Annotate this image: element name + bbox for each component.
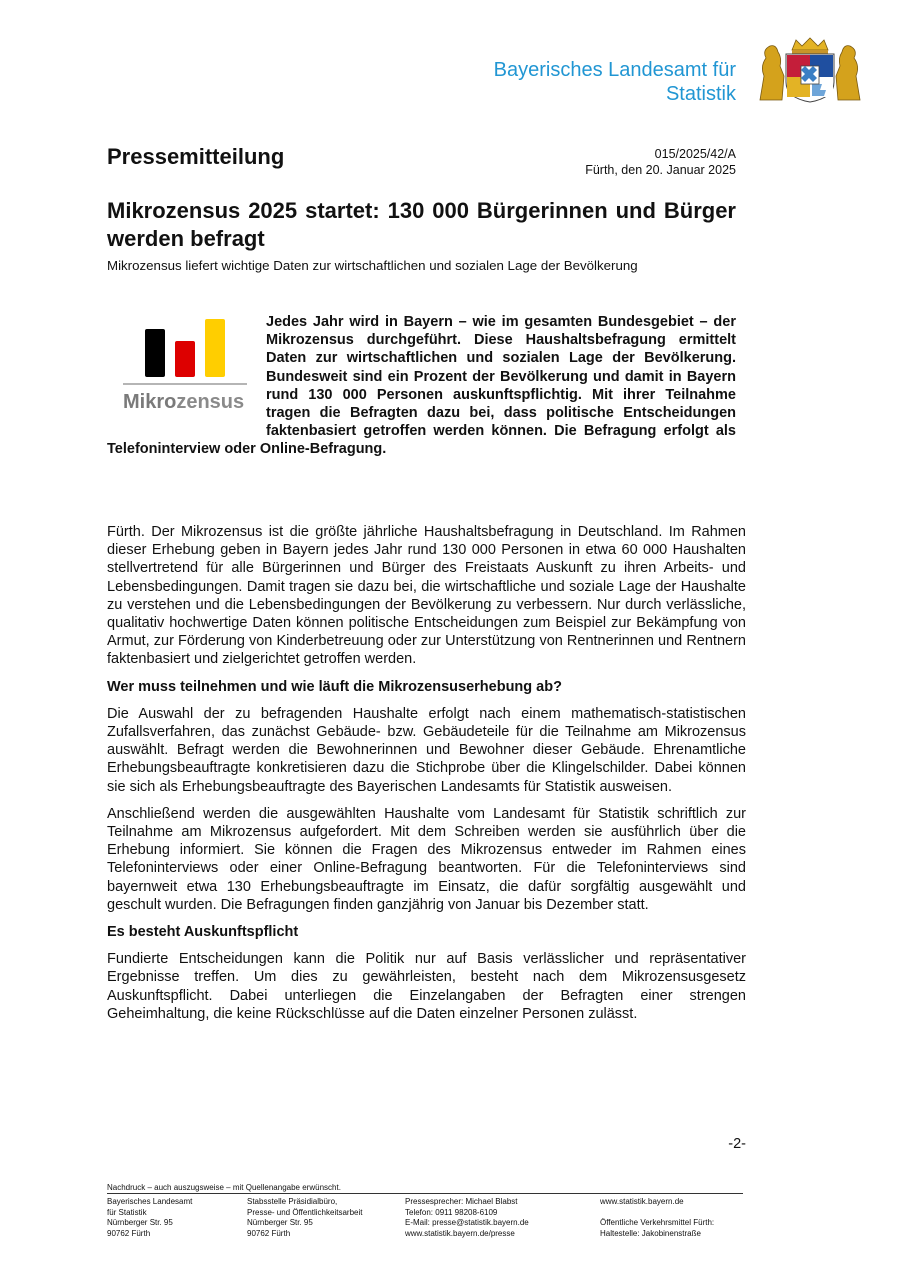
logo-divider — [123, 383, 247, 385]
footer-line: Stabsstelle Präsidialbüro, — [247, 1197, 338, 1206]
section-heading-1: Wer muss teilnehmen und wie läuft die Mikrozensuserhebung ab? — [107, 678, 562, 695]
body-paragraph-4: Fundierte Entscheidungen kann die Politik nur auf Basis verlässlicher und repräsentativer Ergebnisse treffen. Um dies zu gewährleisten, besteht nach dem Mikrozensusgesetz Auskunftspflicht. Dabei unterliegen die Einzelangaben der Befragten einer strengen Geheimhaltung, die keine Rückschlüsse auf die Daten einzelner Personen zulässt. — [107, 951, 746, 1022]
footer-col-press-office — [247, 1197, 362, 1239]
press-release-meta — [520, 146, 736, 178]
body-paragraph-3: Anschließend werden die ausgewählten Haushalte vom Landesamt für Statistik schriftlich zur Teilnahme am Mikrozensus aufgefordert. Mit dem Schreiben werden sie ausführlich über die Erhebung informiert. Sie können die Fragen des Mikrozensus entweder im Rahmen eines Telefoninterviews oder einer Online-Befragung beantworten. Für die Telefoninterviews sind bayernweit etwa 130 Erhebungsbeauftragte im Einsatz, die dafür sorgfältig ausgewählt und geschult wurden. Die Befragungen finden ganzjährig von Januar bis Dezember statt. — [107, 805, 746, 913]
document-type-label: Pressemitteilung — [107, 144, 285, 169]
footer-line: Pressesprecher: Michael Blabst — [405, 1197, 518, 1206]
footer-line: Presse- und Öffentlichkeitsarbeit — [247, 1207, 363, 1217]
body-paragraph-2: Die Auswahl der zu befragenden Haushalte erfolgt nach einem mathematisch-statistischen Zufallsverfahren, das zunächst Gebäude- bzw. Gebäudeteile für die Teilnahme am Mikrozensus auswählt. Befragt werden die Bewohnerinnen und Bewohner dieser Gebäude. Ehrenamtliche Erhebungsbeauftragte konkretisieren dazu die Stichprobe über die Klingelschilder. Dabei können sie sich als Erhebungsbeauftragte des Bayerischen Landesamts für Statistik ausweisen. — [107, 705, 746, 795]
body-paragraph-1: Fürth. Der Mikrozensus ist die größte jährliche Haushaltsbefragung in Deutschland. Im Rahmen dieser Erhebung geben in Bayern jedes Jahr rund 130 000 Personen in etwa 60 000 Haushalten stellvertretend für alle Bürgerinnen und Bürger des Freistaats Auskunft zu ihren Arbeits- und Lebensbedingungen. Damit tragen sie dazu bei, die wirtschaftliche und soziale Lage der Haushalte zu verstehen und die Lebensbedingungen der Bevölkerung zu verbessern. Nur durch verlässliche, qualitativ hochwertige Daten können politische Entscheidungen zum Beispiel zur Bekämpfung von Armut, zur Förderung von Kinderbetreuung oder zur Unterstützung von Rentnerinnen und Rentnern faktenbasiert und zielgerichtet getroffen werden. — [107, 524, 746, 668]
agency-name-line1: Bayerisches Landesamt für — [493, 59, 736, 81]
logo-bar-red — [175, 341, 195, 377]
mikrozensus-logo — [107, 313, 259, 423]
footer-line: Telefon: 0911 98208-6109 — [405, 1207, 498, 1217]
footer-line: Haltestelle: Jakobinenstraße — [600, 1228, 701, 1238]
footer-press-link[interactable]: www.statistik.bayern.de/presse — [405, 1228, 515, 1238]
lead-text: Jedes Jahr wird in Bayern – wie im gesamten Bundesgebiet – der Mikrozensus durchgeführt. Diese Haushaltsbefragung ermittelt Daten zur wirtschaftlichen und sozialen Lage der Bevölkerung. Bundesweit sind ein Prozent der Bevölkerung und damit in Bayern rund 130 000 Personen auskunftspflichtig. Mit ihrer Teilnahme tragen die Befragten dazu bei, dass politische Entscheidungen faktenbasiert getroffen werden können. Die Befragung erfolgt als Telefoninterview oder Online-Befragung. — [107, 314, 736, 458]
footer-line — [600, 1208, 714, 1219]
logo-bar-black — [145, 329, 165, 377]
logo-wordmark-bold: Mikro — [123, 391, 177, 413]
article-body — [107, 523, 746, 1032]
press-release-number: 015/2025/42/A — [654, 147, 736, 161]
footer-website-link[interactable]: www.statistik.bayern.de — [600, 1197, 684, 1206]
agency-name — [420, 58, 736, 106]
section-heading-2: Es besteht Auskunftspflicht — [107, 924, 299, 941]
footer-line: Nürnberger Str. 95 — [107, 1218, 173, 1227]
lead-section — [107, 313, 736, 459]
logo-bar-gold — [205, 319, 225, 377]
footer-line: Nürnberger Str. 95 — [247, 1218, 313, 1227]
reprint-notice: Nachdruck – auch auszugsweise – mit Quellenangabe erwünscht. — [107, 1183, 341, 1192]
logo-wordmark — [123, 393, 244, 411]
bavarian-coat-of-arms-icon — [756, 36, 864, 104]
page-number: -2- — [728, 1136, 746, 1152]
footer-line: Bayerisches Landesamt — [107, 1197, 193, 1206]
footer-line: 90762 Fürth — [247, 1228, 291, 1238]
headline: Mikrozensus 2025 startet: 130 000 Bürgerinnen und Bürger werden befragt — [107, 198, 736, 251]
logo-wordmark-light: zensus — [176, 391, 245, 413]
footer-line: Öffentliche Verkehrsmittel Fürth: — [600, 1218, 715, 1227]
footer-col-contact — [405, 1197, 529, 1239]
agency-name-line2: Statistik — [665, 83, 736, 105]
footer-line: für Statistik — [107, 1207, 147, 1217]
footer-divider — [107, 1193, 743, 1194]
footer-col-office — [107, 1197, 192, 1239]
subheadline: Mikrozensus liefert wichtige Daten zur wirtschaftlichen und sozialen Lage der Bevölkerung — [107, 258, 638, 273]
footer-email-link[interactable]: E-Mail: presse@statistik.bayern.de — [405, 1218, 529, 1227]
footer-col-web — [600, 1197, 714, 1239]
footer-line: 90762 Fürth — [107, 1228, 151, 1238]
place-and-date: Fürth, den 20. Januar 2025 — [585, 163, 736, 177]
